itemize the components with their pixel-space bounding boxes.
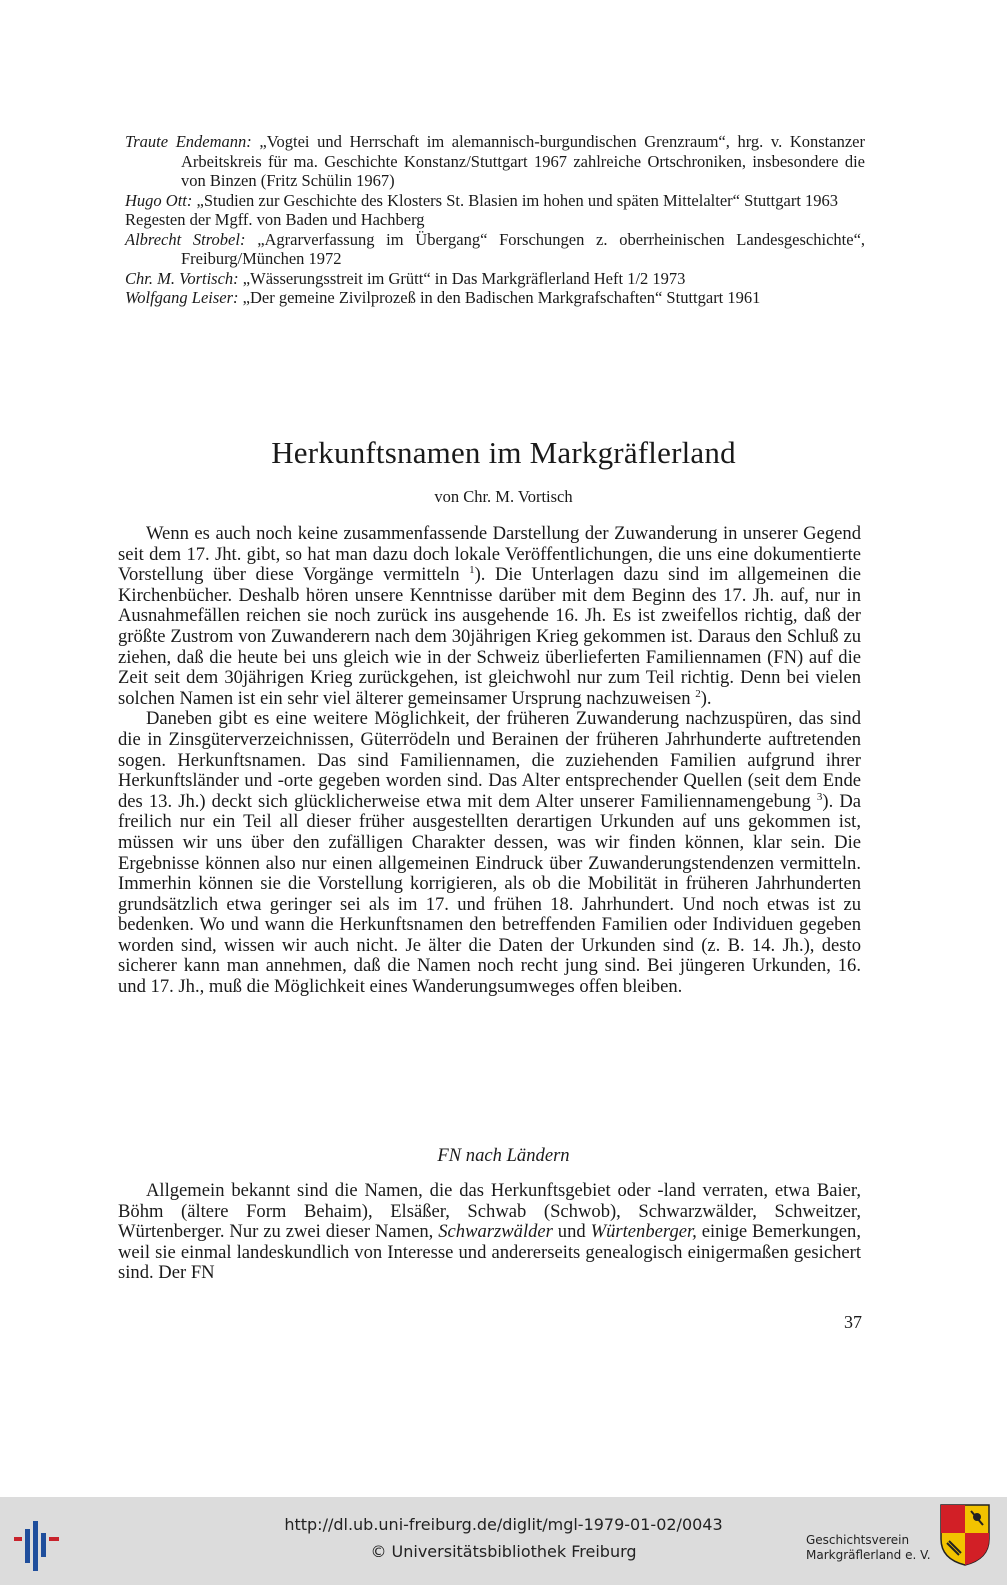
paragraph — [118, 524, 861, 709]
reference-text: „Wässerungsstreit im Grütt“ in Das Markgräflerland Heft 1/2 1973 — [242, 268, 686, 288]
reference-author: Chr. M. Vortisch: — [125, 268, 239, 288]
paragraph-text: einige Bemerkungen, weil sie einmal landeskundlich von Interesse und andererseits genealogisch einigermaßen gesichert sind. Der FN — [118, 1221, 862, 1284]
paragraph-text: ). Da freilich nur ein Teil all dieser früher ausgestellten derartigen Urkunden auf uns gekommen ist, müssen wir uns über den zufälligen Charakter dessen, was wir finden können, klar sein. Die Ergebnisse können also nur einen allgemeinen Eindruck über Zuwanderungstendenzen vermitteln. Immerhin können sie die Vorstellung korrigieren, als ob die Mobilität in früheren Jahrhunderten grundsätzlich etwa geringer sei als im 17. und frühen 18. Jahrhundert. Und noch etwas ist zu bedenken. Wo und wann die Herkunftsnamen den betreffenden Familien oder Individuen gegeben worden sind, wissen wir auch nicht. Je älter die Daten der Urkunden sind (z. B. 14. Jh.), desto sicherer kann man annehmen, daß die Namen noch recht jung sind. Bei jüngeren Urkunden, 16. und 17. Jh., muß die Möglichkeit eines Wanderungsumweges offen bleiben. — [118, 790, 862, 998]
article-body — [118, 524, 861, 998]
paragraph-text: Wenn es auch noch keine zusammenfassende Darstellung der Zuwanderung in unserer Gegend seit dem 17. Jht. gibt, so hat man dazu doch lokale Veröffentlichungen, die uns eine dokumentierte Vorstellung über diese Vorgänge vermitteln — [118, 523, 861, 586]
emphasis-name: Schwarzwälder — [438, 1221, 553, 1243]
document-url-link[interactable]: http://dl.ub.uni-freiburg.de/diglit/mgl-1979-01-02/0043 — [284, 1515, 723, 1534]
society-name — [806, 1533, 931, 1563]
section-heading: FN nach Ländern — [437, 1145, 570, 1166]
paragraph-text: Allgemein bekannt sind die Namen, die das Herkunftsgebiet oder -land verraten, etwa Baier, Böhm (ältere Form Behaim), Elsäßer, Schwab (Schwob), Schwarzwälder, Schweitzer, Würtenberger. Nur zu zwei dieser Namen, — [118, 1180, 861, 1243]
footnote-marker: 3 — [816, 790, 823, 803]
reference-entry — [125, 230, 865, 269]
reference-entry — [125, 288, 865, 308]
reference-text: „Der gemeine Zivilprozeß in den Badischen Markgrafschaften“ Stuttgart 1961 — [242, 288, 761, 307]
article-title: Herkunftsnamen im Markgräflerland — [271, 435, 736, 470]
reference-entry — [125, 210, 865, 230]
reference-author: Wolfgang Leiser: — [125, 288, 239, 307]
footnote-marker: 2 — [695, 687, 701, 700]
reference-author: Traute Endemann: — [125, 132, 252, 151]
paragraph-text: und — [552, 1221, 591, 1243]
article-body-continued — [118, 1181, 861, 1284]
society-name-line: Markgräflerland e. V. — [806, 1548, 931, 1562]
reference-author: Albrecht Strobel: — [125, 229, 246, 249]
coat-of-arms-icon — [939, 1503, 991, 1567]
reference-entry — [125, 269, 865, 289]
footer-bar — [0, 1497, 1007, 1585]
copyright-notice: © Universitätsbibliothek Freiburg — [370, 1542, 637, 1561]
paragraph — [118, 709, 861, 997]
emphasis-name: Würtenberger, — [590, 1221, 697, 1243]
reference-text: „Agrarverfassung im Übergang“ Forschungen z. oberrheinischen Landesgeschichte“, Freiburg/München 1972 — [181, 229, 866, 268]
paragraph-text: ). — [700, 687, 712, 709]
reference-text: „Vogtei und Herrschaft im alemannisch-burgundischen Grenzraum“, hrg. v. Konstanzer Arbeitskreis für ma. Geschichte Konstanz/Stuttgart 1967 zahlreiche Ortschroniken, insbesondere die von Binzen (Fritz Schülin 1967) — [181, 132, 865, 190]
reference-entry — [125, 132, 865, 191]
reference-author: Hugo Ott: — [125, 190, 193, 210]
reference-entry — [125, 191, 865, 211]
paragraph-text: Daneben gibt es eine weitere Möglichkeit, der früheren Zuwanderung nachzuspüren, das sind die in Zinsgüterverzeichnissen, Güterrödeln und Berainen der früheren Jahrhunderte auftretenden sogen. Herkunftsnamen. Das sind Familiennamen, die zuziehenden Familien aufgrund ihrer Herkunftsländer und -orte gegeben worden sind. Das Alter entsprechender Quellen (seit dem Ende des 13. Jh.) deckt sich glücklicherweise etwa mit dem Alter unserer Familiennamengebung — [118, 708, 861, 812]
article-byline: von Chr. M. Vortisch — [434, 487, 573, 506]
reference-text: Regesten der Mgff. von Baden und Hachberg — [125, 210, 425, 229]
society-name-line: Geschichtsverein — [806, 1533, 910, 1547]
paragraph-text: ). Die Unterlagen dazu sind im allgemeinen die Kirchenbücher. Deshalb hören unsere Kenntnisse darüber mit dem Beginn des 17. Jh. auf, nur in Ausnahmefällen reichen sie noch zurück ins ausgehende 16. Jh. Es ist zweifellos richtig, daß der größte Zustrom von Zuwanderern nach dem 30jährigen Krieg gekommen ist. Daraus den Schluß zu ziehen, daß die heute bei uns gleich wie in der Schweiz überlieferten Familiennamen (FN) auf die Zeit seit dem 30jährigen Krieg zurückgehen, ist gleichwohl nur zum Teil richtig. Denn bei vielen solchen Namen ist ein sehr viel älterer gemeinsamer Ursprung nachzuweisen — [118, 564, 861, 709]
paragraph — [118, 1181, 861, 1284]
reference-text: „Studien zur Geschichte des Klosters St. Blasien im hohen und späten Mittelalter“ Stuttgart 1963 — [196, 190, 839, 210]
footnote-marker: 1 — [469, 564, 475, 576]
page-number: 37 — [844, 1312, 862, 1332]
reference-list — [125, 132, 865, 308]
